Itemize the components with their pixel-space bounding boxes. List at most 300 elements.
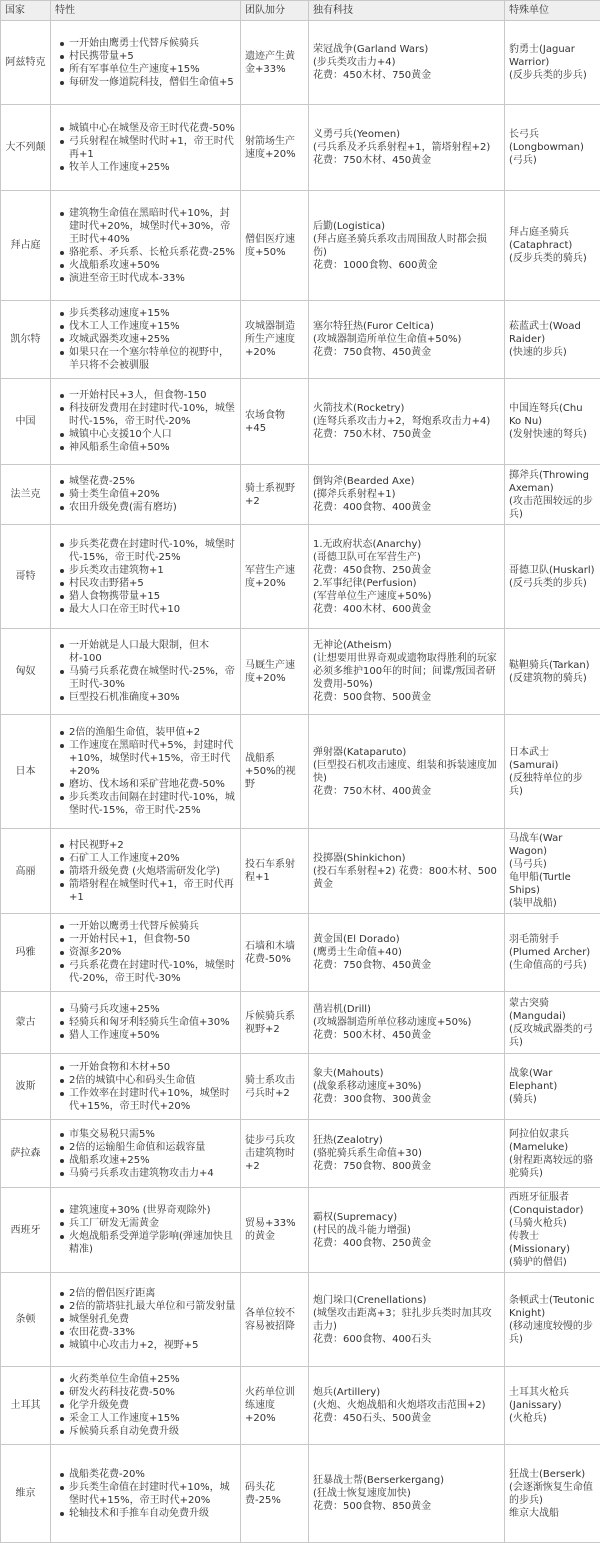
civ-team-bonus: 骑士系视野+2 [241, 465, 309, 525]
header-unique-tech: 独有科技 [309, 1, 505, 21]
civ-unique-unit [505, 629, 600, 715]
tech-line: 象夫(Mahouts) [313, 1067, 500, 1080]
civ-name: 条顿 [1, 1273, 51, 1367]
unit-line: 中国连弩兵(Chu Ko Nu) [509, 402, 596, 428]
civ-team-bonus: 攻城器制造所生产速度+20% [241, 301, 309, 379]
unit-line: 鞑靼骑兵(Tarkan) [509, 659, 596, 672]
trait-list [55, 920, 236, 985]
civ-unique-unit [505, 465, 600, 525]
table-row [1, 21, 600, 105]
civ-unique-tech [309, 301, 505, 379]
civ-unique-tech [309, 191, 505, 301]
civ-unique-unit [505, 191, 600, 301]
trait-item: 2倍的箭塔驻扎最大单位和弓箭发射量 [69, 1300, 236, 1313]
tech-line: 花费：750木材、750黄金 [313, 428, 500, 441]
civ-name: 法兰克 [1, 465, 51, 525]
trait-item: 市集交易税只需5% [69, 1128, 236, 1141]
trait-item: 农田升级免费(需有磨坊) [69, 501, 236, 514]
header-traits: 特性 [51, 1, 241, 21]
table-row [1, 914, 600, 992]
trait-item: 一开始村民+1，但食物-50 [69, 933, 236, 946]
tech-line: 花费：600食物、400石头 [313, 1333, 500, 1346]
civ-name: 拜占庭 [1, 191, 51, 301]
trait-item: 步兵类攻击间隔在封建时代-10%，城堡时代-15%，帝王时代-25% [69, 791, 236, 817]
civ-unique-unit [505, 525, 600, 629]
civ-team-bonus: 僧侣医疗速度+50% [241, 191, 309, 301]
civ-name: 中国 [1, 379, 51, 465]
tech-line: 无神论(Atheism) [313, 639, 500, 652]
trait-item: 轮轴技术和手推车自动免费升级 [69, 1507, 236, 1520]
tech-line: (火炮、火炮战船和火炮塔攻击范围+2) [313, 1399, 500, 1412]
civ-traits [51, 21, 241, 105]
tech-line: 花费：400食物、400黄金 [313, 501, 500, 514]
civ-team-bonus: 骑士系攻击弓兵时+2 [241, 1054, 309, 1120]
tech-line: 花费：1000食物、600黄金 [313, 259, 500, 272]
unit-line: 土耳其火枪兵 [509, 1386, 596, 1399]
trait-item: 磨坊、伐木场和采矿营地花费-50% [69, 778, 236, 791]
civ-unique-unit [505, 21, 600, 105]
trait-item: 牧羊人工作速度+25% [69, 161, 236, 174]
civ-team-bonus: 农场食物+45 [241, 379, 309, 465]
tech-line: (让想要用世界奇观或遗物取得胜利的玩家必须多维护100年的时间；间谍/叛国者研发费用-50%) [313, 652, 500, 691]
tech-line: 花费：500木材、450黄金 [313, 1029, 500, 1042]
tech-line: 花费：500食物、850黄金 [313, 1500, 500, 1513]
civ-team-bonus: 各单位较不容易被招降 [241, 1273, 309, 1367]
trait-item: 战船系攻速+25% [69, 1154, 236, 1167]
trait-list [55, 207, 236, 285]
civ-unique-tech [309, 992, 505, 1054]
civ-traits [51, 525, 241, 629]
trait-item: 城镇中心支援10个人口 [69, 428, 236, 441]
trait-item: 步兵类攻击建筑物+1 [69, 564, 236, 577]
table-row [1, 379, 600, 465]
unit-line: 战象(War Elephant) [509, 1067, 596, 1093]
tech-line: (村民的战斗能力增强) [313, 1224, 500, 1237]
trait-item: 工作速度在黑暗时代+5%，封建时代+10%，城堡时代+15%，帝王时代+20% [69, 739, 236, 778]
tech-line: (步兵类攻击力+4) [313, 56, 500, 69]
trait-list [55, 37, 236, 89]
tech-line: 投掷器(Shinkichon) [313, 852, 500, 865]
tech-line: 花费：400食物、250黄金 [313, 1237, 500, 1250]
civ-team-bonus: 遗迹产生黄金+33% [241, 21, 309, 105]
trait-item: 斥候骑兵系自动免费升级 [69, 1425, 236, 1438]
header-team-bonus: 团队加分 [241, 1, 309, 21]
trait-item: 猎人食物携带量+15 [69, 590, 236, 603]
civ-unique-tech [309, 629, 505, 715]
civ-traits [51, 629, 241, 715]
trait-list [55, 639, 236, 704]
civ-name: 西班牙 [1, 1188, 51, 1273]
tech-line: 2.军事纪律(Perfusion) [313, 577, 500, 590]
civ-unique-tech [309, 715, 505, 829]
civ-team-bonus: 投石车系射程+1 [241, 829, 309, 914]
unit-line: 西班牙征服者 [509, 1191, 596, 1204]
trait-item: 采金工人工作速度+15% [69, 1412, 236, 1425]
header-row [1, 1, 600, 21]
civ-unique-tech [309, 1273, 505, 1367]
unit-line: 狂战士(Berserk) [509, 1468, 596, 1481]
trait-item: 骆驼系、矛兵系、长枪兵系花费-25% [69, 246, 236, 259]
trait-item: 火炮战船系受弹道学影响(弹速加快且精准) [69, 1230, 236, 1256]
civ-name: 大不列颠 [1, 105, 51, 191]
tech-line: (掷斧兵系射程+1) [313, 488, 500, 501]
trait-item: 建筑物生命值在黑暗时代+10%，封建时代+20%，城堡时代+30%，帝王时代+40% [69, 207, 236, 246]
unit-line: (反独特单位的步兵) [509, 772, 596, 798]
civ-unique-unit [505, 715, 600, 829]
tech-line: (狂战士恢复速度加快) [313, 1487, 500, 1500]
trait-item: 弓兵系花费在封建时代-10%，城堡时代-20%，帝王时代-30% [69, 959, 236, 985]
trait-item: 2倍的城镇中心和码头生命值 [69, 1074, 236, 1087]
tech-line: 狂热(Zealotry) [313, 1134, 500, 1147]
civ-unique-tech [309, 465, 505, 525]
trait-item: 攻城武器类攻速+25% [69, 333, 236, 346]
table-row [1, 829, 600, 914]
civ-unique-tech [309, 829, 505, 914]
trait-item: 步兵类移动速度+15% [69, 307, 236, 320]
unit-line: (反建筑物的骑兵) [509, 672, 596, 685]
civ-unique-tech [309, 1120, 505, 1188]
civ-team-bonus: 贸易+33%的黄金 [241, 1188, 309, 1273]
civ-name: 日本 [1, 715, 51, 829]
unit-line: (会逐渐恢复生命值的步兵) [509, 1481, 596, 1507]
unit-line: 龟甲船(Turtle Ships) [509, 871, 596, 897]
civ-team-bonus: 射箭场生产速度+20% [241, 105, 309, 191]
trait-item: 城镇中心攻击力+2，视野+5 [69, 1339, 236, 1352]
civ-traits [51, 829, 241, 914]
table-row [1, 992, 600, 1054]
trait-item: 建筑速度+30% (世界奇观除外) [69, 1204, 236, 1217]
table-row [1, 1445, 600, 1543]
unit-line: (Longbowman) [509, 141, 596, 154]
civ-unique-tech [309, 105, 505, 191]
civ-unique-unit [505, 379, 600, 465]
trait-item: 箭塔射程在城堡时代+1，帝王时代再+1 [69, 878, 236, 904]
trait-item: 神风船系生命值+50% [69, 441, 236, 454]
trait-list [55, 389, 236, 454]
tech-line: (巨型投石机攻击速度、组装和拆装速度加快) [313, 759, 500, 785]
tech-line: 花费：400木材、600黄金 [313, 603, 500, 616]
trait-item: 研发火药科技花费-50% [69, 1386, 236, 1399]
trait-item: 2倍的运输船生命值和运载容量 [69, 1141, 236, 1154]
unit-line: (Mameluke) [509, 1141, 596, 1154]
tech-line: 凿岩机(Drill) [313, 1003, 500, 1016]
trait-item: 每研发一修道院科技，僧侣生命值+5 [69, 76, 236, 89]
trait-list [55, 538, 236, 616]
unit-line: (快速的步兵) [509, 346, 596, 359]
civ-unique-unit [505, 1367, 600, 1445]
civ-unique-unit [505, 1273, 600, 1367]
civ-traits [51, 1367, 241, 1445]
trait-item: 火战船系攻速+50% [69, 259, 236, 272]
unit-line: 蒙古突骑 [509, 997, 596, 1010]
civ-team-bonus: 火药单位训练速度+20% [241, 1367, 309, 1445]
civ-unique-unit [505, 1445, 600, 1543]
trait-item: 城镇中心在城堡及帝王时代花费-50% [69, 122, 236, 135]
table-row [1, 715, 600, 829]
trait-item: 石矿工人工作速度+20% [69, 852, 236, 865]
civ-unique-tech [309, 21, 505, 105]
trait-item: 一开始食物和木材+50 [69, 1061, 236, 1074]
unit-line: (生命值高的弓兵) [509, 959, 596, 972]
unit-line: 哥德卫队(Huskarl) [509, 564, 596, 577]
unit-line: (Cataphract) [509, 239, 596, 252]
trait-item: 资源多20% [69, 946, 236, 959]
trait-item: 一开始以鹰勇士代替斥候骑兵 [69, 920, 236, 933]
tech-line: (拜占庭圣骑兵系攻击周围敌人时都会损伤) [313, 233, 500, 259]
unit-line: (马弓兵) [509, 858, 596, 871]
trait-item: 如果只在一个塞尔特单位的视野中，羊只将不会被驯服 [69, 346, 236, 372]
trait-list [55, 839, 236, 904]
trait-item: 城堡射孔免费 [69, 1313, 236, 1326]
civ-name: 玛雅 [1, 914, 51, 992]
trait-item: 骑士类生命值+20% [69, 488, 236, 501]
unit-line: (Plumed Archer) [509, 946, 596, 959]
table-body [1, 21, 600, 1543]
trait-list [55, 1468, 236, 1520]
unit-line: (反攻城武器类的弓兵) [509, 1023, 596, 1049]
table-row [1, 1367, 600, 1445]
tech-line: (弓兵系及矛兵系射程+1，箭塔射程+2) [313, 141, 500, 154]
civ-unique-unit [505, 1054, 600, 1120]
unit-line: 维京大战船 [509, 1507, 596, 1520]
unit-line: (反步兵类的步兵) [509, 69, 596, 82]
table-row [1, 1188, 600, 1273]
civ-unique-unit [505, 914, 600, 992]
tech-line: 花费：450食物、250黄金 [313, 564, 500, 577]
trait-item: 2倍的渔船生命值，装甲值+2 [69, 726, 236, 739]
trait-item: 化学升级免费 [69, 1399, 236, 1412]
civ-team-bonus: 军营生产速度+20% [241, 525, 309, 629]
unit-line: (Conquistador) [509, 1204, 596, 1217]
civ-unique-tech [309, 1188, 505, 1273]
civ-unique-tech [309, 1054, 505, 1120]
tech-line: 炮兵(Artillery) [313, 1386, 500, 1399]
civ-unique-tech [309, 525, 505, 629]
tech-line: (鹰勇士生命值+40) [313, 946, 500, 959]
civ-unique-unit [505, 301, 600, 379]
civ-unique-tech [309, 1367, 505, 1445]
trait-item: 最大人口在帝王时代+10 [69, 603, 236, 616]
unit-line: 日本武士(Samurai) [509, 746, 596, 772]
civ-traits [51, 914, 241, 992]
tech-line: 后勤(Logistica) [313, 220, 500, 233]
unit-line: (装甲战船) [509, 897, 596, 910]
tech-line: 花费：750食物、450黄金 [313, 346, 500, 359]
civ-name: 哥特 [1, 525, 51, 629]
table-row [1, 1120, 600, 1188]
civ-name: 阿兹特克 [1, 21, 51, 105]
tech-line: 黄金国(El Dorado) [313, 933, 500, 946]
trait-list [55, 1287, 236, 1352]
civ-team-bonus: 马厩生产速度+20% [241, 629, 309, 715]
unit-line: (Mangudai) [509, 1010, 596, 1023]
trait-item: 马骑弓兵系攻击建筑物攻击力+4 [69, 1167, 236, 1180]
trait-item: 步兵类生命值在封建时代+10%，城堡时代+15%，帝王时代+20% [69, 1481, 236, 1507]
unit-line: (移动速度较慢的步兵) [509, 1320, 596, 1346]
civ-traits [51, 379, 241, 465]
civ-name: 萨拉森 [1, 1120, 51, 1188]
unit-line: 传教士(Missionary) [509, 1230, 596, 1256]
tech-line: 火箭技术(Rocketry) [313, 402, 500, 415]
table-row [1, 105, 600, 191]
trait-item: 村民视野+2 [69, 839, 236, 852]
civ-name: 波斯 [1, 1054, 51, 1120]
trait-item: 工作效率在封建时代+10%，城堡时代+15%，帝王时代+20% [69, 1087, 236, 1113]
tech-line: (城堡攻击距离+3；驻扎步兵类时加其攻击力) [313, 1307, 500, 1333]
tech-line: (投石车系射程+2) 花费：800木材、500黄金 [313, 865, 500, 891]
civ-traits [51, 191, 241, 301]
unit-line: (反弓兵类的步兵) [509, 577, 596, 590]
civ-name: 土耳其 [1, 1367, 51, 1445]
tech-line: 炮门垛口(Crenellations) [313, 1294, 500, 1307]
unit-line: (火枪兵) [509, 1412, 596, 1425]
trait-item: 城堡花费-25% [69, 475, 236, 488]
unit-line: 羽毛箭射手 [509, 933, 596, 946]
trait-list [55, 475, 236, 514]
civ-unique-unit [505, 1188, 600, 1273]
trait-list [55, 726, 236, 817]
tech-line: 花费：450石头、500黄金 [313, 1412, 500, 1425]
header-country: 国家 [1, 1, 51, 21]
civ-traits [51, 1054, 241, 1120]
trait-item: 马骑弓兵攻速+25% [69, 1003, 236, 1016]
trait-list [55, 1204, 236, 1256]
tech-line: 塞尔特狂热(Furor Celtica) [313, 320, 500, 333]
trait-item: 村民攻击野猪+5 [69, 577, 236, 590]
tech-line: 狂暴战士帮(Berserkergang) [313, 1474, 500, 1487]
trait-item: 演进至帝王时代成本-33% [69, 272, 236, 285]
tech-line: (战象系移动速度+30%) [313, 1080, 500, 1093]
civ-name: 高丽 [1, 829, 51, 914]
table-row [1, 1273, 600, 1367]
civ-name: 蒙古 [1, 992, 51, 1054]
trait-item: 战船类花费-20% [69, 1468, 236, 1481]
trait-list [55, 122, 236, 174]
tech-line: 倒钩斧(Bearded Axe) [313, 475, 500, 488]
unit-line: 长弓兵 [509, 128, 596, 141]
tech-line: (军营单位生产速度+50%) [313, 590, 500, 603]
unit-line: (弓兵) [509, 154, 596, 167]
table-row [1, 191, 600, 301]
trait-item: 一开始就是人口最大限制，但木材-100 [69, 639, 236, 665]
civ-traits [51, 1120, 241, 1188]
civ-traits [51, 301, 241, 379]
trait-list [55, 1003, 236, 1042]
civ-traits [51, 105, 241, 191]
trait-item: 火药类单位生命值+25% [69, 1373, 236, 1386]
trait-list [55, 1061, 236, 1113]
tech-line: 花费：450木材、750黄金 [313, 69, 500, 82]
civ-traits [51, 1445, 241, 1543]
trait-item: 兵工厂研发无需黄金 [69, 1217, 236, 1230]
table-row [1, 525, 600, 629]
tech-line: (哥德卫队可在军营生产) [313, 551, 500, 564]
civ-traits [51, 1188, 241, 1273]
table-row [1, 629, 600, 715]
unit-line: (射程距离较远的骆驼骑兵) [509, 1154, 596, 1180]
trait-item: 所有军事单位生产速度+15% [69, 63, 236, 76]
trait-item: 村民携带量+5 [69, 50, 236, 63]
table-row [1, 465, 600, 525]
trait-list [55, 307, 236, 372]
trait-item: 步兵类花费在封建时代-10%，城堡时代-15%，帝王时代-25% [69, 538, 236, 564]
trait-item: 轻骑兵和匈牙利轻骑兵生命值+30% [69, 1016, 236, 1029]
trait-item: 一开始由鹰勇士代替斥候骑兵 [69, 37, 236, 50]
unit-line: (发射快速的弩兵) [509, 428, 596, 441]
civ-name: 维京 [1, 1445, 51, 1543]
trait-item: 2倍的僧侣医疗距离 [69, 1287, 236, 1300]
tech-line: 荣冠战争(Garland Wars) [313, 43, 500, 56]
unit-line: (Janissary) [509, 1399, 596, 1412]
unit-line: (骑兵) [509, 1093, 596, 1106]
header-unique-unit: 特殊单位 [505, 1, 600, 21]
trait-item: 伐木工人工作速度+15% [69, 320, 236, 333]
civ-team-bonus: 战船系+50%的视野 [241, 715, 309, 829]
trait-list [55, 1373, 236, 1438]
unit-line: 阿拉伯奴隶兵 [509, 1128, 596, 1141]
trait-item: 科技研发费用在封建时代-10%，城堡时代-15%，帝王时代-20% [69, 402, 236, 428]
civ-unique-unit [505, 992, 600, 1054]
trait-item: 猎人工作速度+50% [69, 1029, 236, 1042]
civ-team-bonus: 石墙和木墙花费-50% [241, 914, 309, 992]
trait-item: 巨型投石机准确度+30% [69, 691, 236, 704]
tech-line: 弹射器(Kataparuto) [313, 746, 500, 759]
unit-line: 条顿武士(Teutonic Knight) [509, 1294, 596, 1320]
civ-unique-unit [505, 105, 600, 191]
trait-item: 马骑弓兵系花费在城堡时代-25%，帝王时代-30% [69, 665, 236, 691]
civ-traits [51, 1273, 241, 1367]
civ-team-bonus: 码头花费-25% [241, 1445, 309, 1543]
trait-item: 一开始村民+3人，但食物-150 [69, 389, 236, 402]
civ-traits [51, 465, 241, 525]
tech-line: (攻城器制造所单位移动速度+50%) [313, 1016, 500, 1029]
civ-traits [51, 715, 241, 829]
trait-list [55, 1128, 236, 1180]
unit-line: 豹勇士(Jaguar Warrior) [509, 43, 596, 69]
civ-unique-tech [309, 1445, 505, 1543]
tech-line: 花费：750食物、800黄金 [313, 1160, 500, 1173]
table-row [1, 301, 600, 379]
tech-line: 义勇弓兵(Yeomen) [313, 128, 500, 141]
unit-line: 菘蓝武士(Woad Raider) [509, 320, 596, 346]
unit-line: (攻击范围较远的步兵) [509, 495, 596, 521]
civ-unique-unit [505, 1120, 600, 1188]
civ-unique-tech [309, 914, 505, 992]
tech-line: 花费：750食物、450黄金 [313, 959, 500, 972]
civ-unique-tech [309, 379, 505, 465]
civ-unique-unit [505, 829, 600, 914]
tech-line: (攻城器制造所单位生命值+50%) [313, 333, 500, 346]
civ-traits [51, 992, 241, 1054]
tech-line: 花费：750木材、450黄金 [313, 154, 500, 167]
trait-item: 弓兵射程在城堡时代时+1，帝王时代再+1 [69, 135, 236, 161]
tech-line: 1.无政府状态(Anarchy) [313, 538, 500, 551]
table-row [1, 1054, 600, 1120]
civ-team-bonus: 斥候骑兵系视野+2 [241, 992, 309, 1054]
trait-item: 箭塔升级免费 (火炮塔需研发化学) [69, 865, 236, 878]
unit-line: (骑驴的僧侣) [509, 1256, 596, 1269]
civ-team-bonus: 徒步弓兵攻击建筑物时+2 [241, 1120, 309, 1188]
civ-name: 凯尔特 [1, 301, 51, 379]
unit-line: (反步兵类的骑兵) [509, 252, 596, 265]
unit-line: 马战车(War Wagon) [509, 832, 596, 858]
tech-line: 花费：300食物、300黄金 [313, 1093, 500, 1106]
tech-line: 花费：500食物、500黄金 [313, 691, 500, 704]
civ-name: 匈奴 [1, 629, 51, 715]
unit-line: (马骑火枪兵) [509, 1217, 596, 1230]
unit-line: 掷斧兵(Throwing Axeman) [509, 469, 596, 495]
tech-line: 霸权(Supremacy) [313, 1211, 500, 1224]
